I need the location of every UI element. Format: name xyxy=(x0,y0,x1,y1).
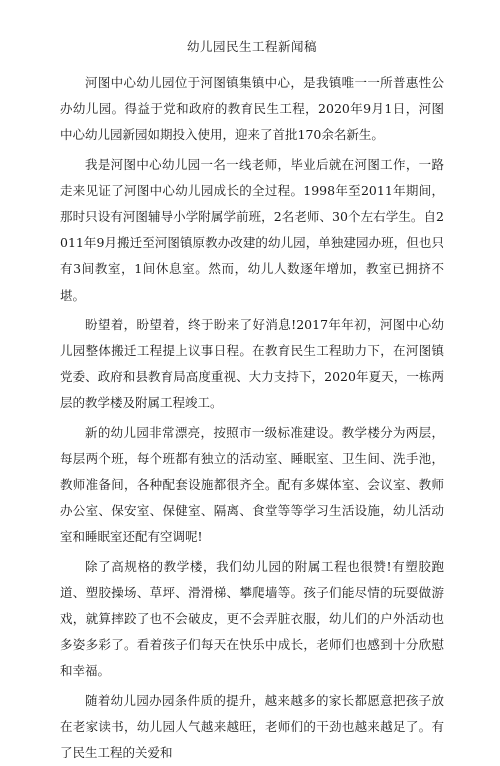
paragraph-4: 新的幼儿园非常漂亮，按照市一级标准建设。教学楼分为两层，每层两个班，每个班都有独立的活动室、睡眠室、卫生间、洗手池，教师准备间，各种配套设施都很齐全。配有多媒体室、会议室、教师办公室、保安室、保健室、隔离、食堂等等学习生活设施，幼儿活动室和睡眠室还配有空调呢! xyxy=(60,424,444,545)
paragraph-5: 除了高规格的教学楼，我们幼儿园的附属工程也很赞!有塑胶跑道、塑胶操场、草坪、滑滑梯、攀爬墙等。孩子们能尽情的玩耍做游戏，就算摔跤了也不会破皮，更不会弄脏衣服，幼儿们的户外活动也多姿多彩了。看着孩子们每天在快乐中成长，老师们也感到十分欣慰和幸福。 xyxy=(60,558,444,679)
paragraph-3: 盼望着，盼望着，终于盼来了好消息!2017年年初，河图中心幼儿园整体搬迁工程提上议事日程。在教育民生工程助力下，在河图镇党委、政府和县教育局高度重视、大力支持下，2020年夏天，一栋两层的教学楼及附属工程竣工。 xyxy=(60,316,444,411)
paragraph-1: 河图中心幼儿园位于河图镇集镇中心，是我镇唯一一所普惠性公办幼儿园。得益于党和政府的教育民生工程，2020年9月1日，河图中心幼儿园新园如期投入使用，迎来了首批170余名新生。 xyxy=(60,75,444,143)
paragraph-6: 随着幼儿园办园条件质的提升，越来越多的家长都愿意把孩子放在老家读书，幼儿园人气越来越旺，老师们的干劲也越来越足了。有了民生工程的关爱和 xyxy=(60,692,444,761)
paragraph-2: 我是河图中心幼儿园一名一线老师，毕业后就在河图工作，一路走来见证了河图中心幼儿园成长的全过程。1998年至2011年期间，那时只设有河图辅导小学附属学前班，2名老师、30个左右学生。自2011年9月搬迁至河图镇原教办改建的幼儿园，单独建园办班，但也只有3间教室，1间休息室。然而，幼儿人数逐年增加，教室已拥挤不堪。 xyxy=(60,156,444,303)
document-title: 幼儿园民生工程新闻稿 xyxy=(186,39,317,54)
